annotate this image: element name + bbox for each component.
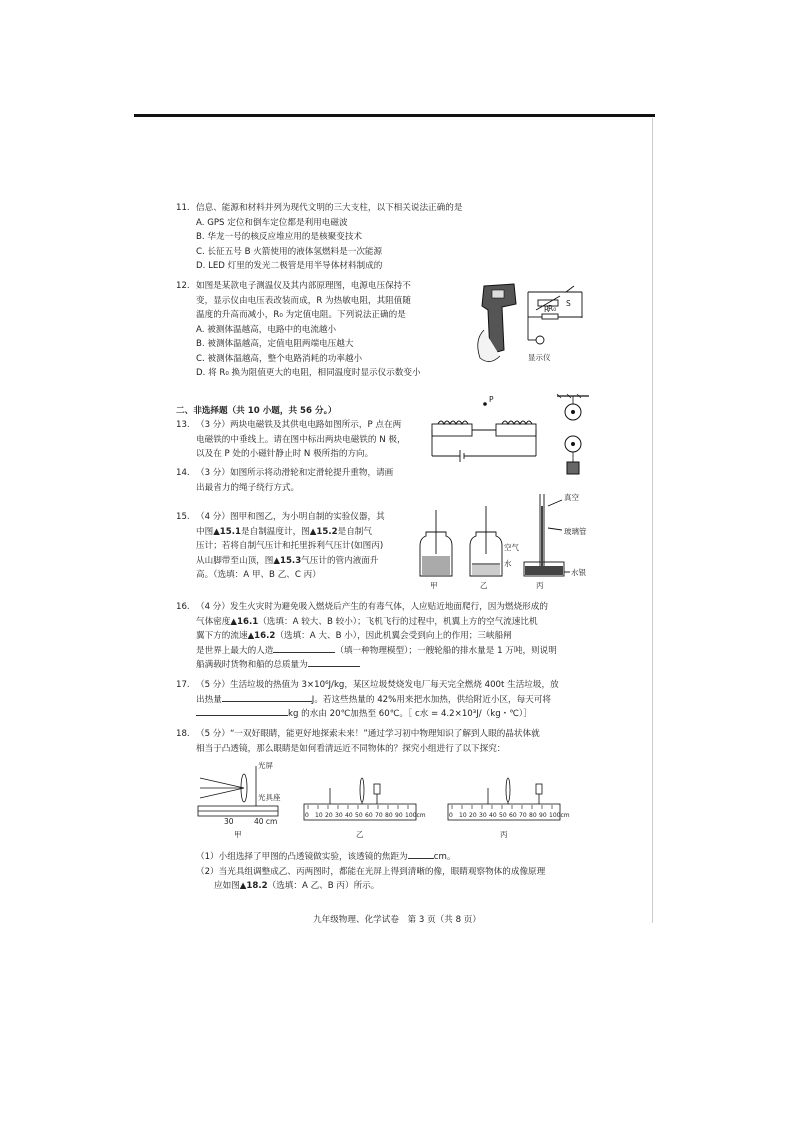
answer-blank-15-1[interactable]: ▲15.1 [213,526,242,537]
option-d: D. 将 R₀ 换为阻值更大的电阻，相同温度时显示仪示数变小 [196,368,421,378]
ruler-tick-label: 0 [305,812,309,819]
question-line: 出最省力的绳子绕行方式。 [196,482,300,493]
label-display: 显示仪 [528,353,551,362]
top-rule [134,114,655,117]
ruler-tick-label: 90 [539,812,547,819]
question-text: cm。 [433,852,456,862]
label-30: 30 [224,817,234,826]
label-jia: 甲 [430,581,438,590]
ruler-tick-label: 40 [489,812,497,819]
question-number: 12. [176,281,190,291]
ruler-tick-label: 20 [325,812,333,819]
label-glass-tube: 玻璃管 [564,527,587,536]
answer-blank-18-1[interactable] [408,858,434,859]
answer-blank-18-2[interactable]: ▲18.2 [239,881,268,891]
label-mercury: 水银 [571,568,586,577]
ruler-tick-label: 60 [365,812,373,819]
ruler-tick-label: 20 [469,812,477,819]
question-stem: 信息、能源和材料并列为现代文明的三大支柱，以下相关说法正确的是 [196,203,463,213]
ruler-tick-label: 80 [529,812,537,819]
question-number: 14. [176,468,190,478]
question-text: 出热量 [196,694,222,705]
answer-blank-17-2[interactable] [196,715,288,716]
question-text: （选填：A 较大、B 较小）；飞机飞行的过程中，机翼上方的空气流速比机 [258,616,538,627]
option-c: C. 被测体温越高，整个电路消耗的功率越小 [196,353,363,364]
question-18 [176,727,540,756]
ruler-tick-label: 40 [345,812,353,819]
answer-blank-15-3[interactable]: ▲15.3 [273,555,302,566]
ruler-tick-label: 10 [315,812,323,819]
ruler-tick-label: 60 [509,812,517,819]
question-line: 压计；若将自制气压计和托里拆利气压计(如图丙) [196,541,384,551]
ruler-tick-label: 0 [449,812,453,819]
question-text: （选填：A 大、B 小），因此机翼会受到向上的作用；三峡船闸 [275,631,512,641]
ruler-yi [305,805,426,819]
option-a: A. GPS 定位和倒车定位都是利用电磁波 [196,217,348,228]
question-line: 电磁铁的中垂线上。请在图中标出两块电磁铁的 N 极， [196,434,406,445]
option-b: B. 被测体温越高，定值电阻两端电压越大 [196,339,354,349]
label-screen: 光屏 [258,761,273,770]
pulley-figure [553,394,593,484]
ruler-tick-label: 30 [335,812,343,819]
label-air: 空气 [504,543,519,552]
label-r: R [544,305,550,314]
ruler-tick-label: 90 [395,812,403,819]
ruler-tick-label: 70 [519,812,527,819]
label-r0: R₀ [548,304,557,313]
question-text: J。若这些热量的 42%用来把水加热，供给附近小区，每天可将 [311,694,552,705]
question-line: 相当于凸透镜，那么眼睛是如何看清远近不同物体的？探究小组进行了以下探究： [196,743,506,754]
answer-blank-16-2[interactable]: ▲16.2 [247,631,276,641]
answer-blank-16-4[interactable] [308,666,360,667]
question-number: 13. [176,420,190,430]
question-stem-line: 变，显示仪由电压表改装而成，R 为热敏电阻，其阻值随 [196,295,411,306]
label-bing: 丙 [536,581,544,590]
question-14 [176,466,393,495]
question-text: （选填：A 乙、B 丙）所示。 [267,881,380,891]
label-vacuum: 真空 [564,493,579,502]
ruler-tick-label: 30 [479,812,487,819]
answer-blank-16-1[interactable]: ▲16.1 [230,616,259,627]
question-line: （3 分）如图所示将动滑轮和定滑轮提升重物，请画 [196,468,394,478]
question-16 [176,600,557,673]
label-water: 水 [504,559,512,568]
question-number: 17. [176,680,190,690]
answer-blank-16-3[interactable] [273,652,335,653]
question-line: （2）当光具组调整成乙、丙两图时，都能在光屏上得到清晰的像，眼睛观察物体的成像原理 [196,866,546,877]
question-text: 是世界上最大的人造 [196,645,274,656]
ruler-tick-label: 80 [385,812,393,819]
question-line: （4 分）发生火灾时为避免吸入燃烧后产生的有毒气体，人应贴近地面爬行，因为燃烧形成的 [196,602,548,612]
question-17 [176,678,559,722]
answer-blank-17-1[interactable] [222,701,312,702]
question-text: （1）小组选择了甲图的凸透镜做实验，该透镜的焦距为 [196,852,408,862]
question-line: （5 分）生活垃圾的热值为 3×10⁶J/kg，某区垃圾焚烧发电厂每天完全燃烧 400t 生活垃圾，放 [196,680,559,690]
question-text: 船满载时货物和船的总质量为 [196,660,308,670]
option-a: A. 被测体温越高，电路中的电流越小 [196,324,337,335]
bottle-barometer-figure [412,492,597,592]
label-jia: 甲 [234,830,242,839]
question-18-parts [196,850,545,894]
question-text: 是自制气 [337,526,372,537]
question-text: 翼下方的流速 [196,631,248,641]
question-number: 18. [176,729,190,739]
answer-blank-15-2[interactable]: ▲15.2 [309,526,338,537]
question-text: 是自制温度计，图 [241,526,310,537]
label-p: P [489,395,494,404]
question-11 [176,201,462,274]
question-text: 气压计的管内液面升 [301,555,379,566]
label-40cm: 40 cm [254,817,278,826]
question-text: 从山脚带至山顶，图 [196,555,274,566]
ruler-tick-label: 100cm [405,812,426,819]
question-15 [176,510,385,583]
question-12 [176,279,421,381]
question-number: 15. [176,512,190,522]
thermometer-gun-icon [478,284,516,362]
label-bing: 丙 [500,830,508,839]
question-text: 气体密度 [196,616,231,627]
diagram-jia [198,766,278,816]
question-13 [176,418,406,462]
scan-edge [652,118,653,923]
thermometer-circuit-figure [470,280,590,375]
option-b: B. 华龙一号的核反应堆应用的是核聚变技术 [196,232,363,242]
question-text: 应如图 [214,881,240,891]
question-text: （填一种物理模型）；一艘轮船的排水量是 1 万吨，则说明 [335,645,557,656]
label-yi: 乙 [480,581,488,590]
question-stem-line: 温度的升高而减小，R₀ 为定值电阻。下列说法正确的是 [196,310,406,320]
question-number: 11. [176,203,190,213]
option-d: D. LED 灯里的发光二极管是用半导体材料制成的 [196,261,383,271]
ruler-tick-label: 50 [355,812,363,819]
question-number: 16. [176,602,190,612]
ruler-bing [449,805,570,819]
option-c: C. 长征五号 B 火箭使用的液体氢燃料是一次能源 [196,246,383,257]
page-footer: 九年级物理、化学试卷 第 3 页（共 8 页） [313,915,481,925]
section-2-heading: 二、非选择题（共 10 小题，共 56 分。） [176,406,337,416]
label-bench: 光具座 [258,793,281,802]
question-line: （5 分）“一双好眼睛，能更好地探索未来！”通过学习初中物理知识了解到人眼的晶状体就 [196,729,540,739]
question-line: 以及在 P 处的小磁针静止时 N 极所指的方向。 [196,449,374,459]
circuit-diagram [528,286,582,344]
ruler-tick-label: 100cm [549,812,570,819]
ruler-tick-label: 70 [375,812,383,819]
label-s: S [566,299,571,308]
label-yi: 乙 [356,830,364,839]
question-stem-line: 如图是某款电子测温仪及其内部原理图，电源电压保持不 [196,281,411,291]
question-text: kg 的水由 20℃加热至 60℃。［ c水 = 4.2×10³J/（kg・℃）］ [288,709,532,719]
question-line: 高。（选填：A 甲、B 乙、C 丙） [196,570,321,580]
lens-experiment-figure [196,760,576,840]
question-line: （3 分）两块电磁铁及其供电电路如图所示，P 点在两 [196,420,402,430]
electromagnet-figure [430,394,550,474]
question-text: 中图 [196,526,214,537]
ruler-tick-label: 10 [459,812,467,819]
question-line: （4 分）图甲和图乙，为小明自制的实验仪器，其 [196,512,385,522]
ruler-tick-label: 50 [499,812,507,819]
